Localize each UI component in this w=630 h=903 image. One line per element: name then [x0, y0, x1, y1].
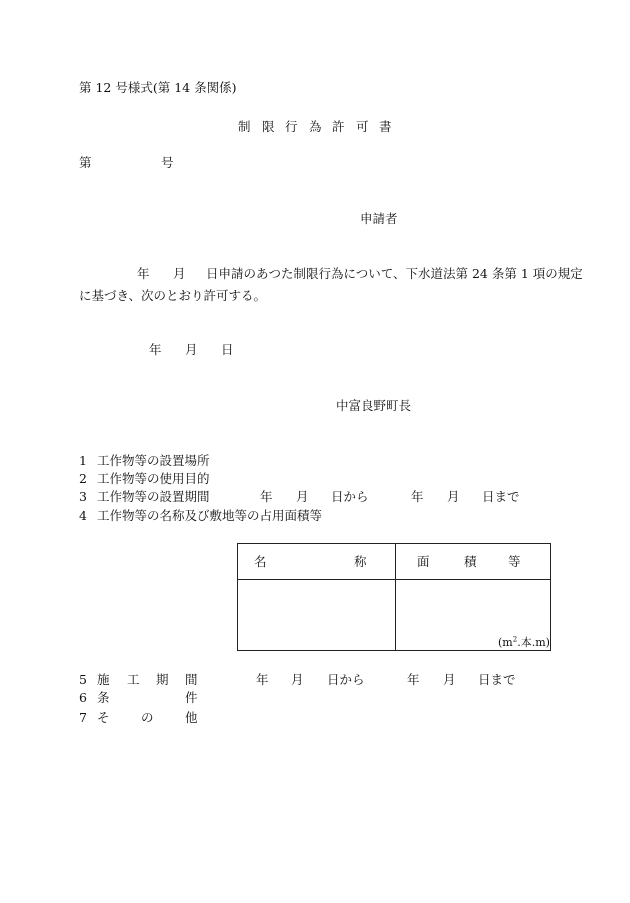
- from-month: 月: [296, 489, 309, 504]
- from-month: 月: [291, 672, 304, 687]
- title-char: 為: [309, 119, 322, 134]
- item-char: 条: [97, 690, 110, 705]
- form-number: 第 12 号様式(第 14 条関係): [79, 80, 237, 95]
- doc-number-prefix: 第: [79, 155, 92, 170]
- unit-label: ($m^2$.本.m): [498, 635, 550, 649]
- item-number: 5: [79, 672, 87, 687]
- title-char: 行: [285, 119, 298, 134]
- item-char: 件: [185, 690, 198, 705]
- doc-number-suffix: 号: [161, 155, 174, 170]
- applicant-label: 申請者: [360, 211, 398, 226]
- item-char: の: [141, 710, 154, 725]
- from-year: 年: [256, 672, 269, 687]
- table-divider: [395, 544, 396, 650]
- date-month: 月: [185, 342, 198, 357]
- table-divider: [238, 579, 550, 580]
- to-year: 年: [411, 489, 424, 504]
- item-number: 6: [79, 690, 87, 705]
- body-month: 月: [173, 266, 186, 281]
- occupancy-table: [237, 543, 551, 651]
- title-char: 書: [379, 119, 392, 134]
- date-day: 日: [221, 342, 234, 357]
- header-area-char: 等: [508, 554, 521, 569]
- title-char: 可: [356, 119, 369, 134]
- item-label: 工作物等の名称及び敷地等の占用面積等: [97, 508, 323, 523]
- to-day: 日まで: [482, 489, 520, 504]
- item-char: 他: [185, 710, 198, 725]
- item-label: 工作物等の設置期間: [97, 489, 210, 504]
- to-month: 月: [443, 672, 456, 687]
- item-label: 工作物等の設置場所: [97, 453, 210, 468]
- title-char: 限: [262, 119, 275, 134]
- date-year: 年: [149, 342, 162, 357]
- item-char: 施: [97, 672, 110, 687]
- from-year: 年: [260, 489, 273, 504]
- body-line1: 日申請のあつた制限行為について、下水道法第 24 条第 1 項の規定: [206, 266, 583, 281]
- to-day: 日まで: [478, 672, 516, 687]
- body-line2: に基づき、次のとおり許可する。: [79, 288, 267, 303]
- header-area-char: 積: [464, 554, 477, 569]
- header-area-char: 面: [417, 554, 430, 569]
- header-name-char: 称: [354, 554, 367, 569]
- item-label: 工作物等の使用目的: [97, 471, 210, 486]
- item-char: 工: [127, 672, 140, 687]
- mayor-title: 中富良野町長: [336, 398, 412, 413]
- to-month: 月: [447, 489, 460, 504]
- from-day: 日から: [331, 489, 369, 504]
- to-year: 年: [407, 672, 420, 687]
- title-char: 許: [332, 119, 345, 134]
- item-char: 間: [185, 672, 198, 687]
- from-day: 日から: [327, 672, 365, 687]
- item-number: 2: [79, 471, 87, 486]
- body-year: 年: [137, 266, 150, 281]
- header-name-char: 名: [254, 554, 267, 569]
- item-char: そ: [97, 710, 110, 725]
- item-number: 4: [79, 508, 87, 523]
- title-char: 制: [238, 119, 251, 134]
- item-number: 1: [79, 453, 87, 468]
- item-number: 3: [79, 489, 87, 504]
- item-number: 7: [79, 710, 87, 725]
- item-char: 期: [156, 672, 169, 687]
